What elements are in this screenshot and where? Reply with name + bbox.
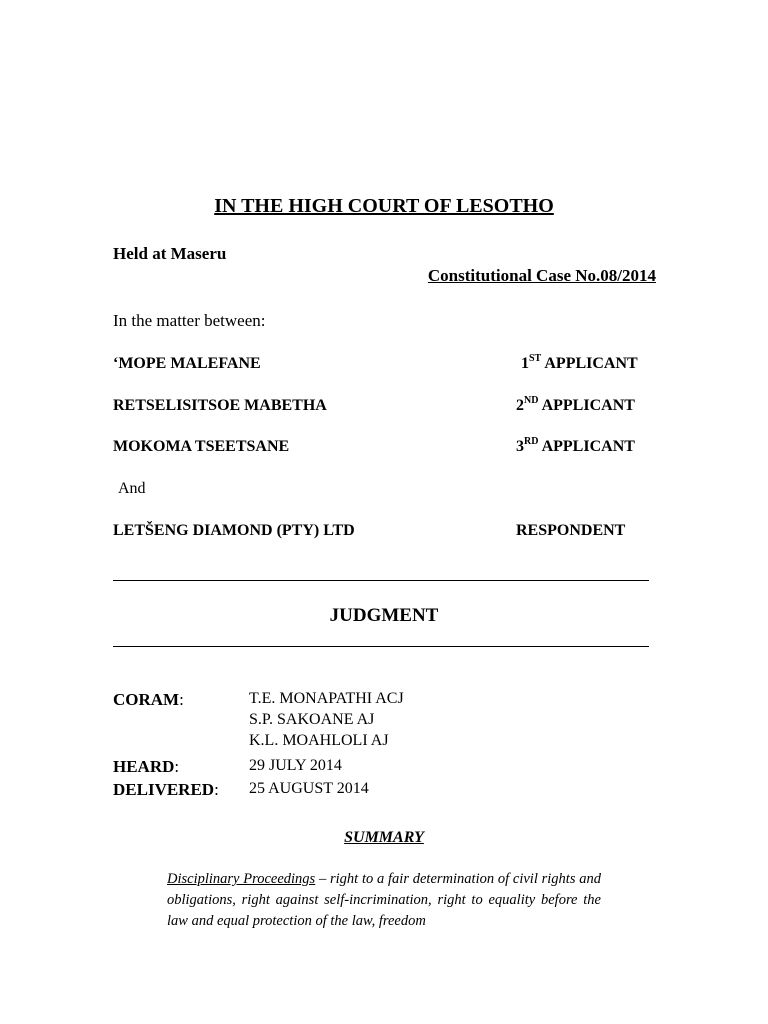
delivered-date: 25 AUGUST 2014 [249,780,369,797]
and-conjunction: And [118,480,146,497]
applicant-1-name: ‘MOPE MALEFANE [113,355,261,372]
applicant-2-name: RETSELISITSOE MABETHA [113,397,327,414]
case-number: Constitutional Case No.08/2014 [427,266,656,285]
court-title: IN THE HIGH COURT OF LESOTHO [214,195,554,217]
respondent-name: LETŠENG DIAMOND (PTY) LTD [113,522,355,539]
applicant-2-role: 2ND APPLICANT [516,395,635,414]
coram-judge-2: S.P. SAKOANE AJ [249,711,375,728]
coram-label: CORAM: [113,690,184,709]
coram-judge-3: K.L. MOAHLOLI AJ [249,732,389,749]
summary-title: SUMMARY [344,829,424,846]
applicant-3-role: 3RD APPLICANT [516,436,635,455]
summary-text [167,869,601,932]
respondent-role: RESPONDENT [516,522,626,539]
delivered-label: DELIVERED: [113,780,219,799]
applicant-3-name: MOKOMA TSEETSANE [113,438,290,455]
judgment-title: JUDGMENT [329,605,439,626]
heard-date: 29 JULY 2014 [249,757,342,774]
held-at-location: Held at Maseru [113,244,227,263]
matter-intro: In the matter between: [113,311,266,330]
applicant-1-role: 1ST APPLICANT [521,353,638,372]
summary-body: – right to a fair determination of civil rights and obligations, right against self-incrimination, right to equality before the law and equal protection of the law, freedom [167,871,601,929]
divider-line-top [113,580,649,581]
summary-lead-term: Disciplinary Proceedings [167,871,316,887]
divider-line-bottom [113,646,649,647]
heard-label: HEARD: [113,757,180,776]
coram-judge-1: T.E. MONAPATHI ACJ [249,690,404,707]
